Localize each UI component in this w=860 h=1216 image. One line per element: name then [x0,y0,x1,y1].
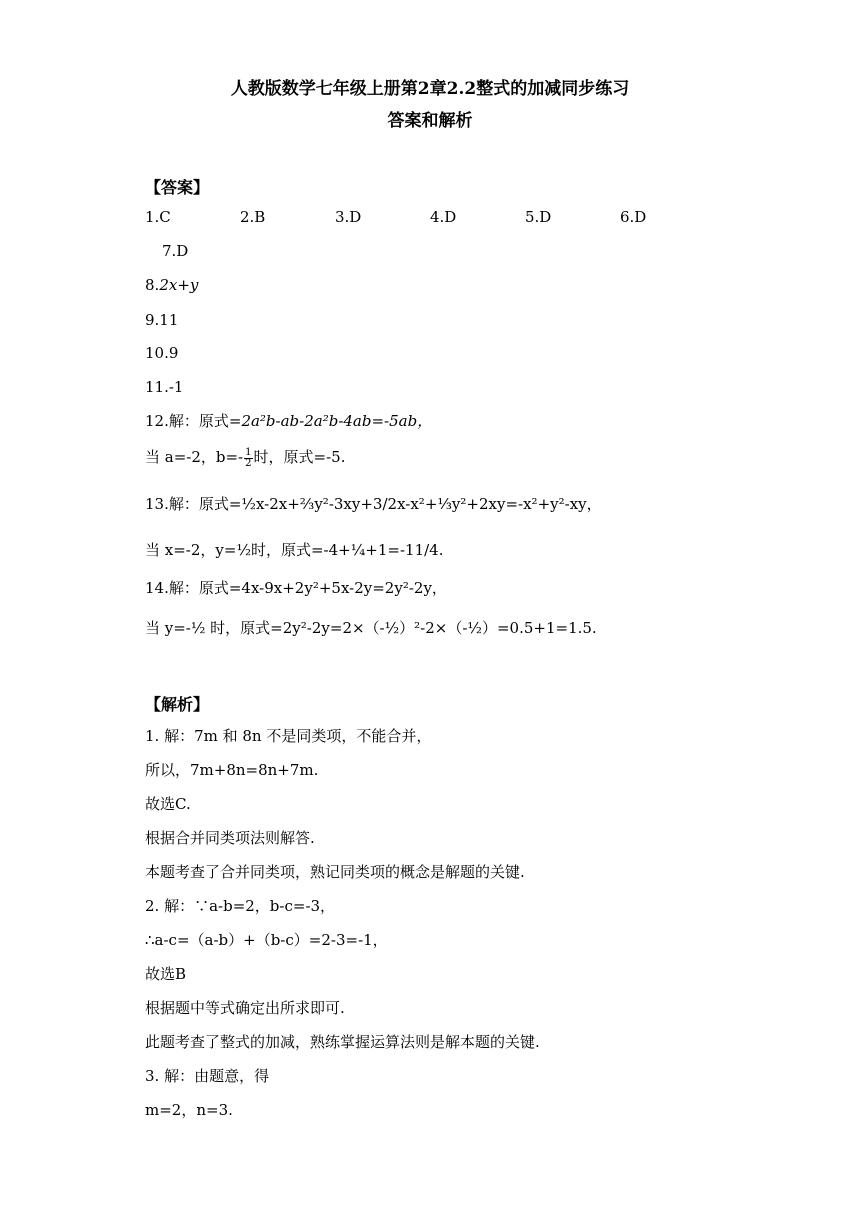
answer-14-line1: 14.解：原式=4x-9x+2y²+5x-2y=2y²-2y， [145,579,447,597]
answer-choice: 3.D [335,208,362,226]
analysis-line: 所以，7m+8n=8n+7m. [145,761,319,779]
document-title: 人教版数学七年级上册第2章2.2整式的加减同步练习 [230,79,630,99]
answer-13-line1: 13.解：原式=½x-2x+⅔y²-3xy+3/2x-x²+⅓y²+2xy=-x²+y²-xy， [145,495,602,513]
analysis-line: 故选C. [145,795,191,813]
analysis-line: 3. 解：由题意，得 [145,1067,270,1085]
analysis-line: 故选B [145,965,187,983]
answer-choice: 2.B [240,208,266,226]
answer-13-line2: 当 x=-2，y=½时，原式=-4+¼+1=-11/4. [145,541,444,559]
analysis-line: 根据题中等式确定出所求即可. [145,999,345,1017]
analysis-line: 此题考查了整式的加减，熟练掌握运算法则是解本题的关键. [145,1033,540,1051]
answer-choice: 5.D [525,208,552,226]
analysis-line: m=2，n=3. [145,1101,233,1119]
document-subtitle: 答案和解析 [387,111,473,131]
answer-12-line2: 当 a=-2，b=- $\frac{1}{2}$ 时，原式=-5. [145,446,346,469]
answers-heading: 【答案】 [145,178,210,197]
answer-14-line2: 当 y=-½ 时，原式=2y²-2y=2×（-½）²-2×（-½）=0.5+1=1.5. [145,619,597,637]
answer-choice: 4.D [430,208,457,226]
answer-11: 11.-1 [145,378,184,396]
analysis-line: 本题考查了合并同类项，熟记同类项的概念是解题的关键. [145,863,525,881]
analysis-line: 1. 解：7m 和 8n 不是同类项，不能合并， [145,727,432,745]
answer-choice: 6.D [620,208,647,226]
analysis-line: ∴a-c=（a-b）+（b-c）=2-3=-1， [145,931,388,949]
analysis-line: 根据合并同类项法则解答. [145,829,315,847]
analysis-line: 2. 解：∵a-b=2，b-c=-3， [145,897,336,915]
answer-8: 8.2x+y [145,276,199,294]
answer-choice: 1.C [145,208,171,226]
answer-9: 9.11 [145,311,179,329]
fraction: $\frac{1}{2}$ [245,446,252,469]
answer-choice: 7.D [162,242,189,260]
answer-10: 10.9 [145,344,179,362]
analysis-heading: 【解析】 [145,695,210,714]
answer-12-line1: 12.解：原式=2a²b-ab-2a²b-4ab=-5ab， [145,412,433,430]
